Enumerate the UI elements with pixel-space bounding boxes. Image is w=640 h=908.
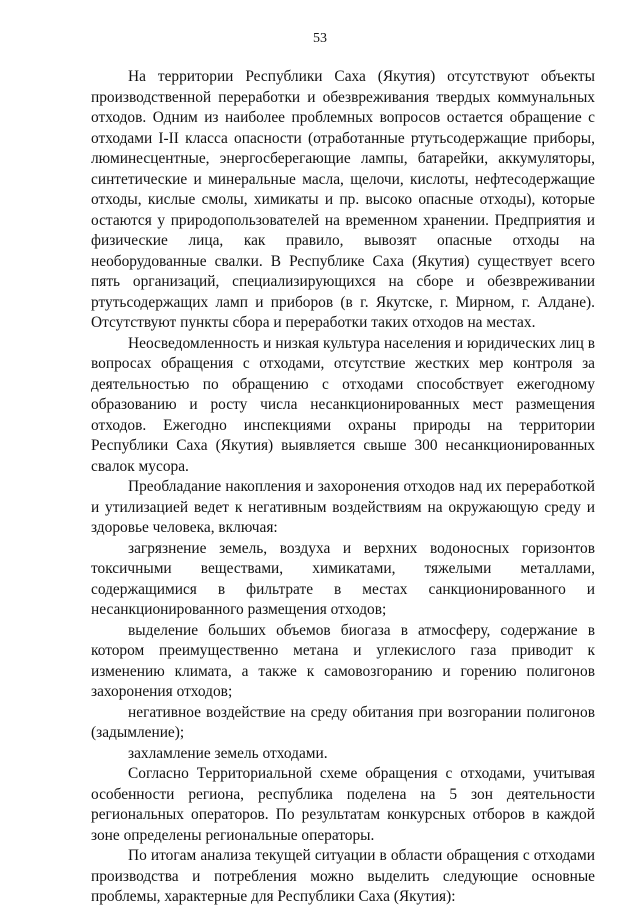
paragraph-illegal-dumps: Неосведомленность и низкая культура населения и юридических лиц в вопросах обращения с отходами, отсутствие жестких мер контроля за деятельностью по обращению с отходами способствует ежегодному образованию и росту числа несанкционированных мест размещения отходов. Ежегодно инспекциями охраны природы на территории Республики Саха (Якутия) выявляется свыше 300 несанкционированных свалок мусора. <box>91 334 595 475</box>
list-item-biogas: выделение больших объемов биогаза в атмосферу, содержание в котором преимущественно метана и углекислого газа приводит к изменению климата, а также к самовозгоранию и горению полигонов захоронения отходов; <box>91 621 595 700</box>
paragraph-regional-operators: Согласно Территориальной схеме обращения с отходами, учитывая особенности региона, республика поделена на 5 зон деятельности региональных операторов. По результатам конкурсных отборов в каждой зоне определены региональные операторы. <box>91 765 595 844</box>
paragraph-waste-facilities: На территории Республики Саха (Якутия) отсутствуют объекты производственной переработки и обезвреживания твердых коммунальных отходов. Одним из наиболее проблемных вопросов остается обращение с отходами I-II класса опасности (отработанные ртутьсодержащие приборы, люминесцентные, энергосберегающие лампы, батарейки, аккумуляторы, синтетические и минеральные масла, щелочи, кислоты, нефтесодержащие отходы, кислые смолы, химикаты и пр. высоко опасные отходы), которые остаются у природопользователей на временном хранении. Предприятия и физические лица, как правило, вывозят опасные отходы на необорудованные свалки. В Республике Саха (Якутия) существует всего пять организаций, специализирующихся на сборе и обезвреживании ртутьсодержащих ламп и приборов (в г. Якутске, г. Мирном, г. Алдане). Отсутствуют пункты сбора и переработки таких отходов на местах. <box>91 68 595 331</box>
list-item-smoke: негативное воздействие на среду обитания при возгорании полигонов (задымление); <box>91 703 595 741</box>
paragraph-problems-intro: По итогам анализа текущей ситуации в области обращения с отходами производства и потребления можно выделить следующие основные проблемы, характерные для Республики Саха (Якутия): <box>91 847 595 905</box>
page-number: 53 <box>313 31 327 46</box>
list-item-littering: захламление земель отходами. <box>128 744 328 762</box>
paragraph-negative-impacts-intro: Преобладание накопления и захоронения отходов над их переработкой и утилизацией ведет к негативным воздействиям на окружающую среду и здоровье человека, включая: <box>91 478 595 536</box>
list-item-land-pollution: загрязнение земель, воздуха и верхних водоносных горизонтов токсичными веществами, химикатами, тяжелыми металлами, содержащимися в фильтрате в местах санкционированного и несанкционированного размещения отходов; <box>91 539 595 618</box>
document-body <box>91 67 595 908</box>
